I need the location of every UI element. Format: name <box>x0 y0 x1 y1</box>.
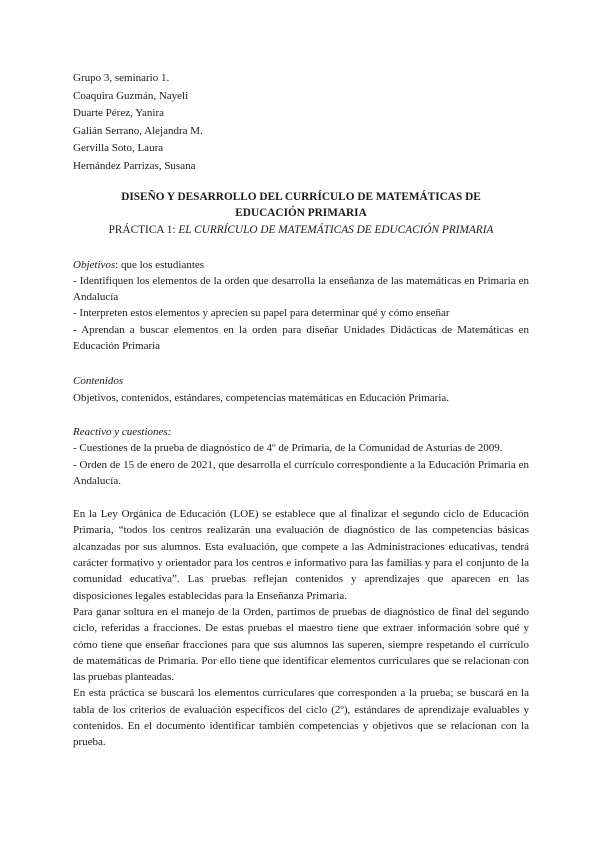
subtitle-italic: EL CURRÍCULO DE MATEMÁTICAS DE EDUCACIÓN PRIMARIA <box>178 223 494 236</box>
contenidos-text: Objetivos, contenidos, estándares, competencias matemáticas en Educación Primaria. <box>73 391 450 404</box>
reactivo-section <box>73 424 529 489</box>
document-title-line-1: DISEÑO Y DESARROLLO DEL CURRÍCULO DE MATEMÁTICAS DE <box>121 190 481 203</box>
objetivos-intro: : que los estudiantes <box>115 258 205 271</box>
contenidos-section <box>73 373 529 406</box>
body-paragraph: En esta práctica se buscará los elementos curriculares que corresponden a la prueba; se buscará en la tabla de los criterios de evaluación específicos del ciclo (2º), estándares de aprendizaje evaluables y contenidos. En el documento identificar también competencias y objetivos que se relacionan con la prueba. <box>73 687 529 749</box>
author-list <box>73 70 529 176</box>
practice-subtitle <box>73 222 529 239</box>
reactivo-label: Reactivo y cuestiones: <box>73 425 172 438</box>
objetivo-item: - Interpreten estos elementos y aprecien su papel para determinar qué y cómo enseñar <box>73 307 450 320</box>
group-line: Grupo 3, seminario 1. <box>73 72 170 84</box>
body-paragraph: Para ganar soltura en el manejo de la Orden, partimos de pruebas de diagnóstico de final del segundo ciclo, referidas a fracciones. De estas pruebas el maestro tiene que extraer información sobre qué y cómo tiene que enseñar fracciones para que sus alumnos las superen, siempre respetando el currículo de matemáticas de Primaria. Por ello tiene que identificar elementos curriculares que se relacionan con las pruebas planteadas. <box>73 605 529 684</box>
title-block <box>73 189 529 239</box>
author-name: Galián Serrano, Alejandra M. <box>73 124 203 137</box>
reactivo-item: - Orden de 15 de enero de 2021, que desarrolla el currículo correspondiente a la Educación Primaria en Andalucía. <box>73 458 529 487</box>
objetivo-item: - Aprendan a buscar elementos en la orden para diseñar Unidades Didácticas de Matemáticas en Educación Primaria <box>73 323 529 353</box>
contenidos-label: Contenidos <box>73 375 124 388</box>
author-name: Hernández Parrizas, Susana <box>73 159 196 172</box>
subtitle-prefix: PRÁCTICA 1: <box>108 223 179 236</box>
author-name: Gervilla Soto, Laura <box>73 142 164 155</box>
objetivos-heading <box>73 257 529 273</box>
document-title-line-2: EDUCACIÓN PRIMARIA <box>235 207 367 220</box>
author-name: Coaquira Guzmán, Nayeli <box>73 89 189 102</box>
objetivo-item: - Identifiquen los elementos de la orden que desarrolla la enseñanza de las matemáticas en Primaria en Andalucía <box>73 274 529 304</box>
body-paragraph: En la Ley Orgánica de Educación (LOE) se establece que al finalizar el segundo ciclo de Educación Primaria, “todos los centros realizarán una evaluación de diagnóstico de las competencias básicas alcanzadas por sus alumnos. Esta evaluación, que compete a las Administraciones educativas, tendrá carácter formativo y orientador para los centros e informativo para las familias y para el conjunto de la comunidad educativa”. Las pruebas reflejan contenidos y aprendizajes que aparecen en las disposiciones legales establecidas para la Enseñanza Primaria. <box>73 508 529 602</box>
objetivos-label: Objetivos <box>73 258 116 271</box>
body-text <box>73 506 529 750</box>
reactivo-item: - Cuestiones de la prueba de diagnóstico de 4º de Primaria, de la Comunidad de Asturias de 2009. <box>73 442 503 455</box>
document-page <box>73 70 529 751</box>
author-name: Duarte Pérez, Yanira <box>73 107 165 120</box>
objetivos-section <box>73 257 529 355</box>
